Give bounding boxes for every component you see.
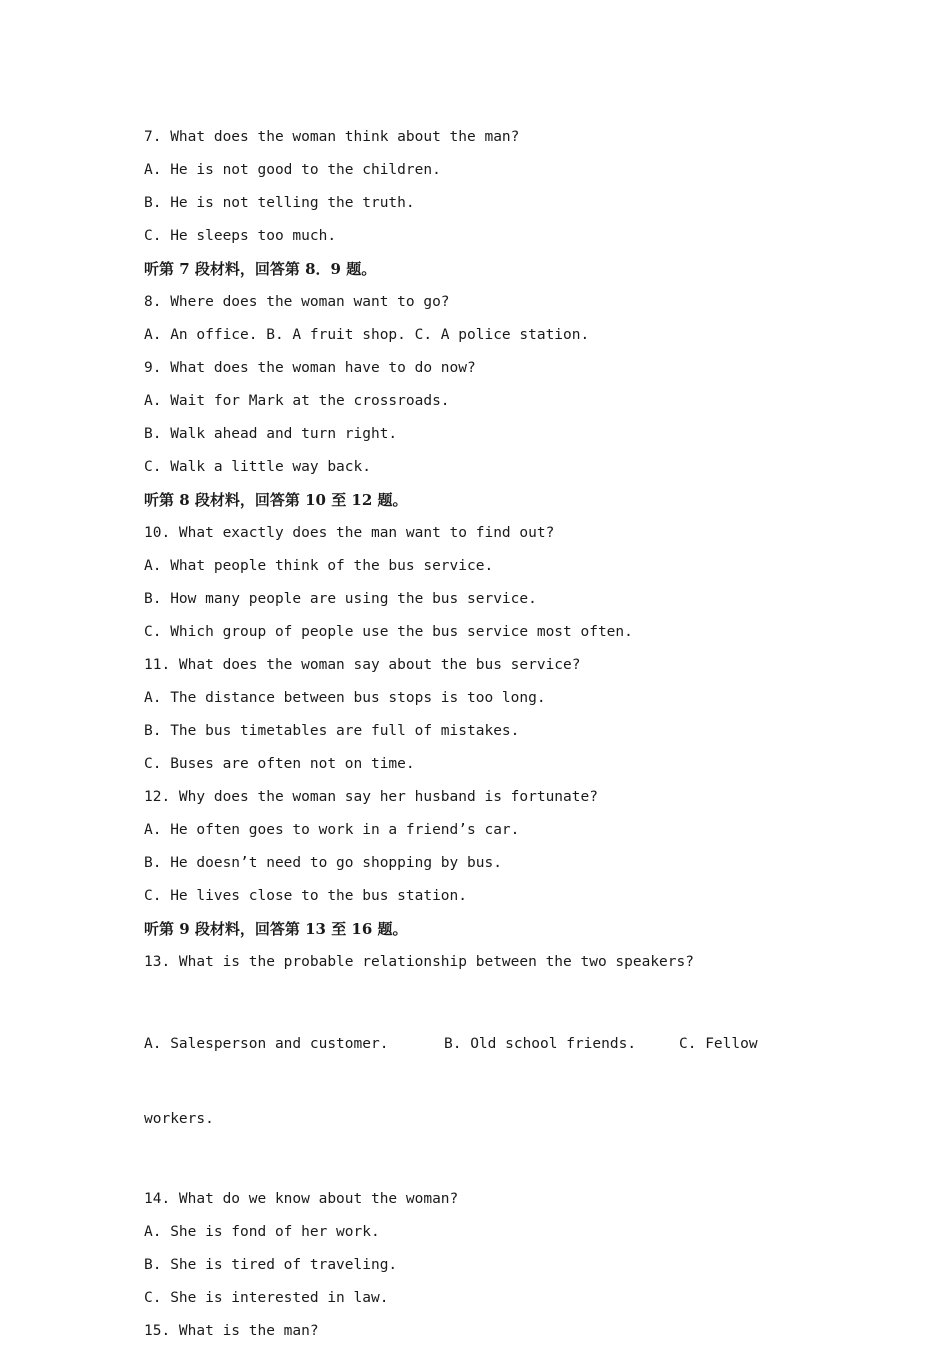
question-14: 14. What do we know about the woman? [144,1191,459,1207]
option-9b: B. Walk ahead and turn right. [144,426,398,442]
option-10b: B. How many people are using the bus service. [144,591,537,607]
question-10: 10. What exactly does the man want to find out? [144,525,555,541]
option-13b: B. Old school friends. [444,1036,637,1052]
question-9: 9. What does the woman have to do now? [144,360,476,376]
question-12: 12. Why does the woman say her husband is fortunate? [144,789,598,805]
question-15: 15. What is the man? [144,1323,319,1339]
option-11a: A. The distance between bus stops is too long. [144,690,546,706]
option-7a: A. He is not good to the children. [144,162,441,178]
option-13c: C. Fellow [679,1036,758,1052]
option-14a: A. She is fond of her work. [144,1224,380,1240]
question-8: 8. Where does the woman want to go? [144,294,450,310]
option-10c: C. Which group of people use the bus service most often. [144,624,633,640]
option-10a: A. What people think of the bus service. [144,558,494,574]
question-7: 7. What does the woman think about the man? [144,129,520,145]
option-12b: B. He doesn’t need to go shopping by bus. [144,855,502,871]
options-13 [144,982,784,1182]
option-13c-continuation: workers. [144,1111,214,1127]
question-11: 11. What does the woman say about the bus service? [144,657,581,673]
option-12a: A. He often goes to work in a friend’s car. [144,822,520,838]
option-11c: C. Buses are often not on time. [144,756,415,772]
options-8: A. An office. B. A fruit shop. C. A police station. [144,327,590,343]
section-heading-8: 听第 8 段材料，回答第 10 至 12 题。 [144,491,408,509]
section-heading-9: 听第 9 段材料，回答第 13 至 16 题。 [144,920,408,938]
option-14c: C. She is interested in law. [144,1290,389,1306]
option-12c: C. He lives close to the bus station. [144,888,468,904]
option-13a: A. Salesperson and customer. [144,1036,389,1052]
option-11b: B. The bus timetables are full of mistakes. [144,723,520,739]
page-content [144,128,784,1355]
option-14b: B. She is tired of traveling. [144,1257,398,1273]
option-9a: A. Wait for Mark at the crossroads. [144,393,450,409]
section-heading-7: 听第 7 段材料，回答第 8．9 题。 [144,260,377,278]
option-9c: C. Walk a little way back. [144,459,371,475]
option-7b: B. He is not telling the truth. [144,195,415,211]
question-13: 13. What is the probable relationship between the two speakers? [144,954,694,970]
option-7c: C. He sleeps too much. [144,228,337,244]
